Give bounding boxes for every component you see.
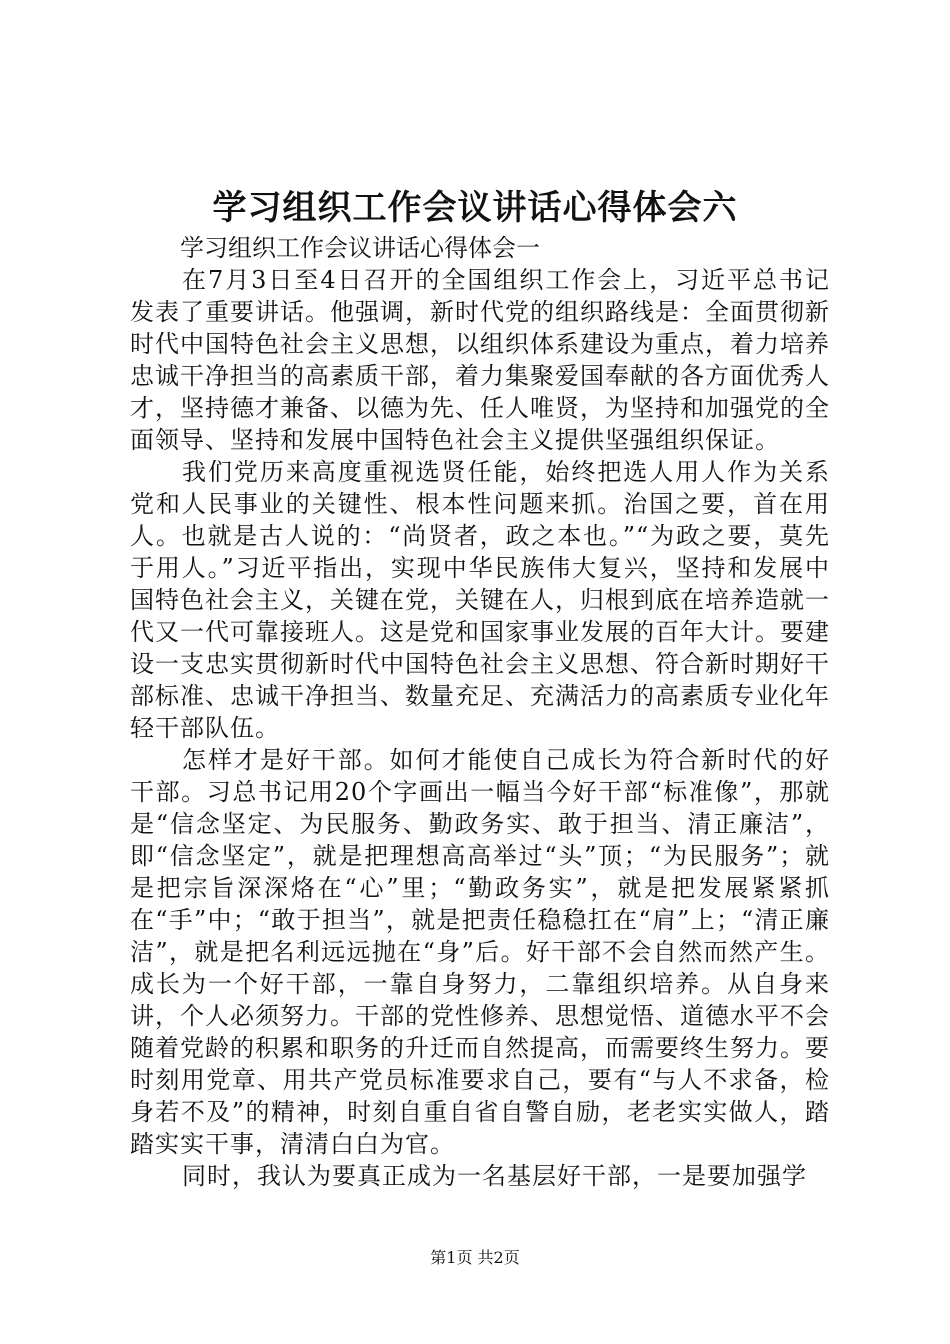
paragraph-4: 同时，我认为要真正成为一名基层好干部，一是要加强学 xyxy=(182,1162,807,1190)
paragraph-1: 在7月3日至4日召开的全国组织工作会上，习近平总书记发表了重要讲话。他强调，新时代党的组织路线是：全面贯彻新时代中国特色社会主义思想，以组织体系建设为重点，着力培养忠诚干净担当的高素质干部，着力集聚爱国奉献的各方面优秀人才，坚持德才兼备、以德为先、任人唯贤，为坚持和加强党的全面领导、坚持和发展中国特色社会主义提供坚强组织保证。 xyxy=(130,266,830,454)
document-subtitle: 学习组织工作会议讲话心得体会一 xyxy=(180,234,540,262)
page-footer: 第1页 共2页 xyxy=(430,1248,520,1267)
paragraph-3: 怎样才是好干部。如何才能使自己成长为符合新时代的好干部。习总书记用20个字画出一幅当今好干部“标准像”，那就是“信念坚定、为民服务、勤政务实、敢于担当、清正廉洁”，即“信念坚定”，就是把理想高高举过“头”顶；“为民服务”；就是把宗旨深深烙在“心”里；“勤政务实”，就是把发展紧紧抓在“手”中；“敢于担当”，就是把责任稳稳扛在“肩”上；“清正廉洁”，就是把名利远远抛在“身”后。好干部不会自然而然产生。成长为一个好干部，一靠自身努力，二靠组织培养。从自身来讲，个人必须努力。干部的党性修养、思想觉悟、道德水平不会随着党龄的积累和职务的升迁而自然提高，而需要终生努力。要时刻用党章、用共产党员标准要求自己，要有“与人不求备，检身若不及”的精神，时刻自重自省自警自励，老老实实做人，踏踏实实干事，清清白白为官。 xyxy=(130,746,830,1158)
document-body xyxy=(130,232,830,1192)
document-title: 学习组织工作会议讲话心得体会六 xyxy=(212,188,738,228)
paragraph-2: 我们党历来高度重视选贤任能，始终把选人用人作为关系党和人民事业的关键性、根本性问题来抓。治国之要，首在用人。也就是古人说的：“尚贤者，政之本也。”“为政之要，莫先于用人。”习近平指出，实现中华民族伟大复兴，坚持和发展中国特色社会主义，关键在党，关键在人，归根到底在培养造就一代又一代可靠接班人。这是党和国家事业发展的百年大计。要建设一支忠实贯彻新时代中国特色社会主义思想、符合新时期好干部标准、忠诚干净担当、数量充足、充满活力的高素质专业化年轻干部队伍。 xyxy=(130,458,830,742)
